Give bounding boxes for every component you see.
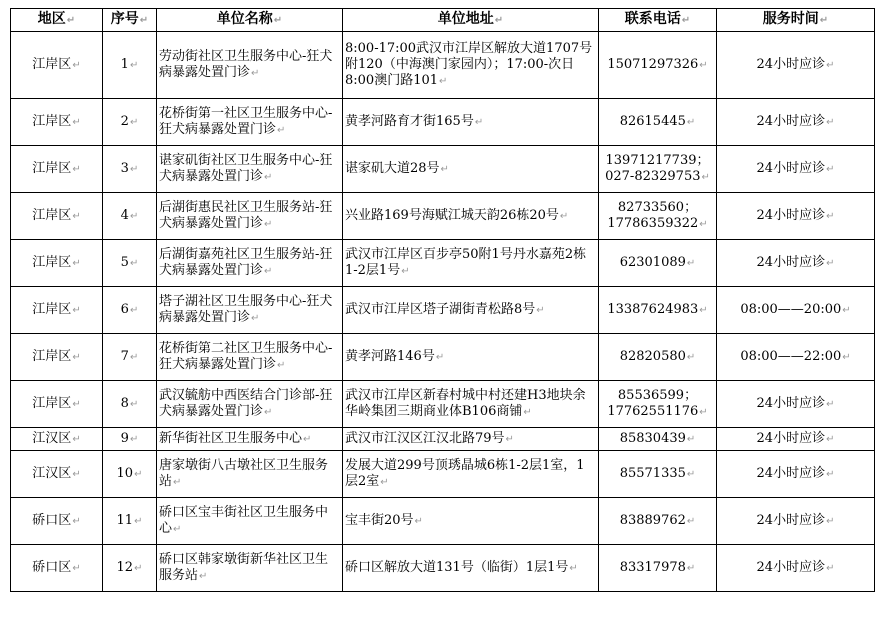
cell-name: 花桥街第二社区卫生服务中心-狂犬病暴露处置门诊↵ — [157, 334, 343, 381]
cell-name: 硚口区宝丰街社区卫生服务中心↵ — [157, 498, 343, 545]
cell-number: 12↵ — [103, 545, 157, 592]
header-hours: 服务时间↵ — [717, 9, 875, 32]
cell-address: 8:00-17:00武汉市江岸区解放大道1707号附120（中海澳门家园内）；17:00-次日8:00澳门路101↵ — [343, 32, 599, 99]
header-number: 序号↵ — [103, 9, 157, 32]
cell-district: 硚口区↵ — [11, 498, 103, 545]
cell-district: 江岸区↵ — [11, 146, 103, 193]
cell-address: 武汉市江汉区江汉北路79号↵ — [343, 428, 599, 451]
header-phone: 联系电话↵ — [599, 9, 717, 32]
cell-phone: 62301089↵ — [599, 240, 717, 287]
table-row — [11, 32, 875, 99]
cell-phone: 82733560；17786359322↵ — [599, 193, 717, 240]
table-row — [11, 334, 875, 381]
cell-number: 5↵ — [103, 240, 157, 287]
cell-address: 发展大道299号顶琇晶城6栋1-2层1室，1层2室↵ — [343, 451, 599, 498]
cell-number: 1↵ — [103, 32, 157, 99]
cell-district: 江岸区↵ — [11, 193, 103, 240]
table-row — [11, 240, 875, 287]
cell-hours: 24小时应诊↵ — [717, 545, 875, 592]
table-row — [11, 193, 875, 240]
cell-hours: 08:00——20:00↵ — [717, 287, 875, 334]
cell-address: 谌家矶大道28号↵ — [343, 146, 599, 193]
header-address: 单位地址↵ — [343, 9, 599, 32]
table-row — [11, 99, 875, 146]
cell-phone: 85571335↵ — [599, 451, 717, 498]
table-row — [11, 146, 875, 193]
cell-name: 硚口区韩家墩街新华社区卫生服务站↵ — [157, 545, 343, 592]
cell-address: 黄孝河路146号↵ — [343, 334, 599, 381]
cell-district: 江岸区↵ — [11, 334, 103, 381]
cell-name: 后湖街惠民社区卫生服务站-狂犬病暴露处置门诊↵ — [157, 193, 343, 240]
cell-phone: 85830439↵ — [599, 428, 717, 451]
header-name: 单位名称↵ — [157, 9, 343, 32]
cell-address: 兴业路169号海赋江城天韵26栋20号↵ — [343, 193, 599, 240]
cell-address: 黄孝河路育才街165号↵ — [343, 99, 599, 146]
header-row — [11, 9, 875, 32]
cell-number: 4↵ — [103, 193, 157, 240]
cell-number: 3↵ — [103, 146, 157, 193]
cell-phone: 83889762↵ — [599, 498, 717, 545]
table-row — [11, 498, 875, 545]
cell-phone: 15071297326↵ — [599, 32, 717, 99]
cell-name: 武汉毓舫中西医结合门诊部-狂犬病暴露处置门诊↵ — [157, 381, 343, 428]
cell-hours: 24小时应诊↵ — [717, 240, 875, 287]
cell-district: 硚口区↵ — [11, 545, 103, 592]
table-row — [11, 381, 875, 428]
cell-address: 武汉市江岸区百步亭50附1号丹水嘉苑2栋1-2层1号↵ — [343, 240, 599, 287]
cell-district: 江岸区↵ — [11, 99, 103, 146]
cell-name: 后湖街嘉苑社区卫生服务站-狂犬病暴露处置门诊↵ — [157, 240, 343, 287]
cell-hours: 24小时应诊↵ — [717, 146, 875, 193]
cell-number: 6↵ — [103, 287, 157, 334]
cell-hours: 24小时应诊↵ — [717, 381, 875, 428]
cell-district: 江汉区↵ — [11, 428, 103, 451]
cell-hours: 24小时应诊↵ — [717, 498, 875, 545]
cell-phone: 83317978↵ — [599, 545, 717, 592]
cell-district: 江岸区↵ — [11, 287, 103, 334]
table-body — [11, 32, 875, 592]
cell-district: 江岸区↵ — [11, 240, 103, 287]
cell-district: 江岸区↵ — [11, 381, 103, 428]
table-row — [11, 451, 875, 498]
cell-name: 谌家矶街社区卫生服务中心-狂犬病暴露处置门诊↵ — [157, 146, 343, 193]
cell-name: 花桥街第一社区卫生服务中心-狂犬病暴露处置门诊↵ — [157, 99, 343, 146]
cell-phone: 13387624983↵ — [599, 287, 717, 334]
cell-district: 江汉区↵ — [11, 451, 103, 498]
cell-name: 新华街社区卫生服务中心↵ — [157, 428, 343, 451]
cell-number: 10↵ — [103, 451, 157, 498]
cell-name: 唐家墩街八古墩社区卫生服务站↵ — [157, 451, 343, 498]
cell-phone: 82615445↵ — [599, 99, 717, 146]
cell-hours: 24小时应诊↵ — [717, 99, 875, 146]
cell-phone: 85536599；17762551176↵ — [599, 381, 717, 428]
cell-hours: 24小时应诊↵ — [717, 451, 875, 498]
table-row — [11, 428, 875, 451]
clinic-table — [10, 8, 875, 592]
cell-hours: 08:00——22:00↵ — [717, 334, 875, 381]
cell-number: 7↵ — [103, 334, 157, 381]
cell-address: 武汉市江岸区新春村城中村还建H3地块余华岭集团三期商业体B106商铺↵ — [343, 381, 599, 428]
cell-number: 2↵ — [103, 99, 157, 146]
cell-number: 8↵ — [103, 381, 157, 428]
cell-hours: 24小时应诊↵ — [717, 428, 875, 451]
table-row — [11, 545, 875, 592]
cell-address: 武汉市江岸区塔子湖街青松路8号↵ — [343, 287, 599, 334]
cell-name: 劳动街社区卫生服务中心-狂犬病暴露处置门诊↵ — [157, 32, 343, 99]
cell-name: 塔子湖社区卫生服务中心-狂犬病暴露处置门诊↵ — [157, 287, 343, 334]
header-district: 地区↵ — [11, 9, 103, 32]
cell-hours: 24小时应诊↵ — [717, 32, 875, 99]
table-row — [11, 287, 875, 334]
cell-number: 9↵ — [103, 428, 157, 451]
cell-hours: 24小时应诊↵ — [717, 193, 875, 240]
cell-number: 11↵ — [103, 498, 157, 545]
cell-address: 宝丰街20号↵ — [343, 498, 599, 545]
cell-district: 江岸区↵ — [11, 32, 103, 99]
cell-address: 硚口区解放大道131号（临街）1层1号↵ — [343, 545, 599, 592]
cell-phone: 13971217739；027-82329753↵ — [599, 146, 717, 193]
cell-phone: 82820580↵ — [599, 334, 717, 381]
